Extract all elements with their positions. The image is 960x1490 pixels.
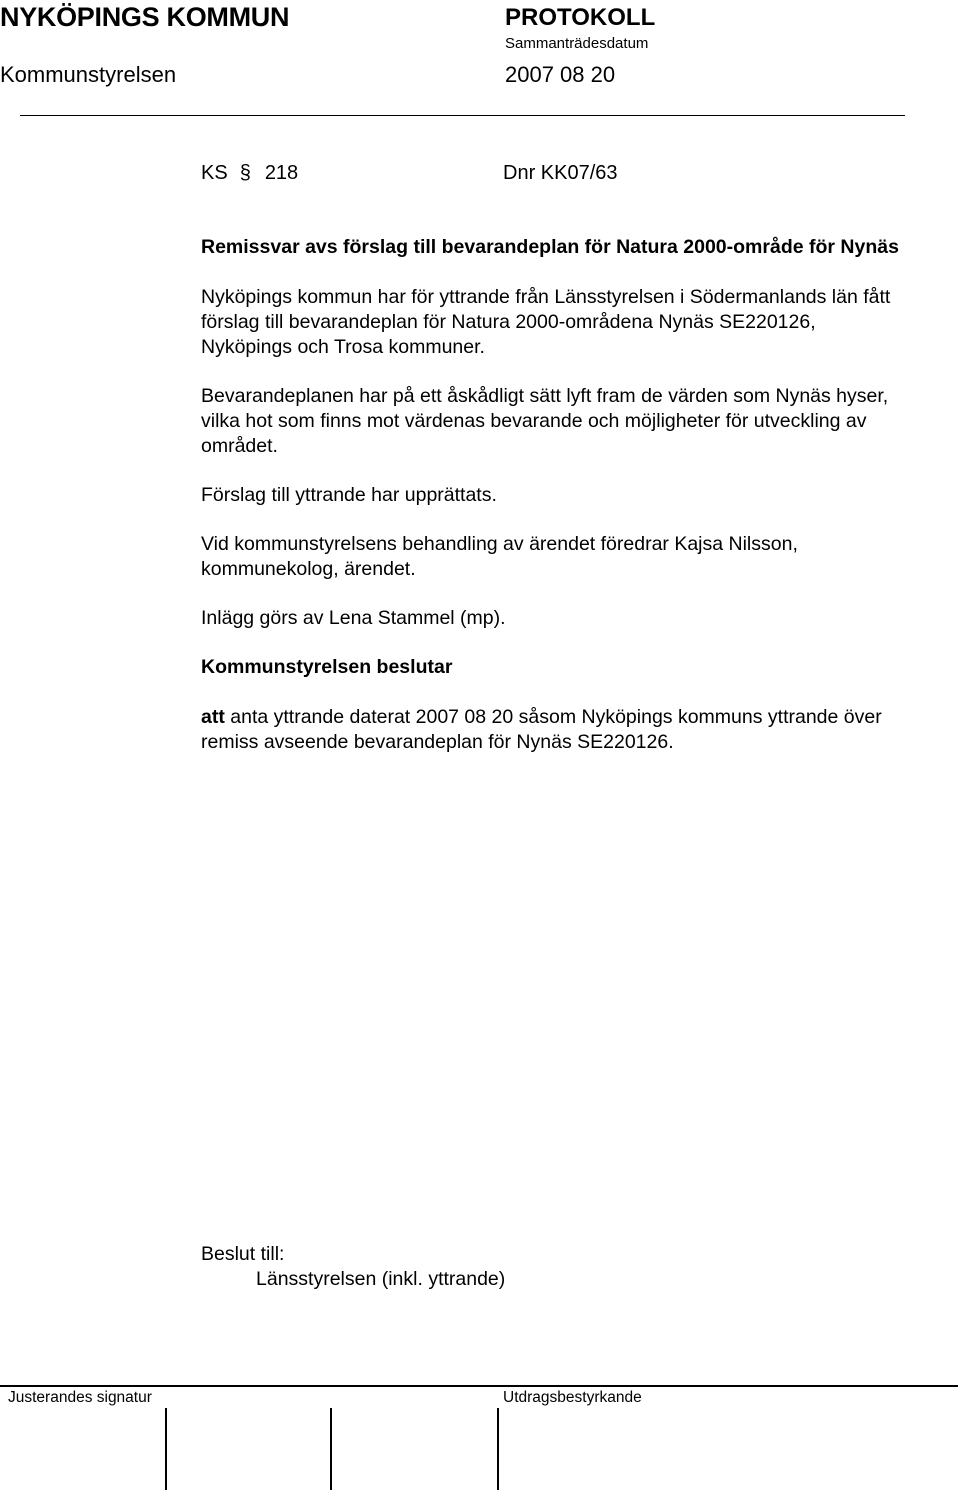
item-title: Remissvar avs förslag till bevarandeplan för Natura 2000-område för Nynäs	[201, 236, 899, 258]
certification-label: Utdragsbestyrkande	[503, 1389, 642, 1406]
paragraph-presentation: Vid kommunstyrelsens behandling av ärendet föredrar Kajsa Nilsson, kommunekolog, ärendet.	[201, 533, 798, 580]
footer-divider	[0, 1385, 958, 1387]
document-type: PROTOKOLL	[505, 4, 656, 31]
signature-box-divider	[497, 1408, 499, 1490]
meeting-date: 2007 08 20	[505, 62, 616, 87]
governing-body: Kommunstyrelsen	[0, 62, 177, 87]
decision-body: anta yttrande daterat 2007 08 20 såsom Nyköpings kommuns yttrande över remiss avseende bevarandeplan för Nynäs SE220126.	[201, 706, 882, 753]
section-sign: §	[239, 162, 251, 184]
paragraph-number-value: 218	[264, 162, 299, 184]
signature-box-divider	[165, 1408, 167, 1490]
paragraph-assessment: Bevarandeplanen har på ett åskådligt sätt lyft fram de värden som Nynäs hyser, vilka hot som finns mot värdenas bevarande och möjligheter för utveckling av området.	[201, 385, 889, 457]
sent-to-label: Beslut till:	[201, 1243, 285, 1265]
decision-heading: Kommunstyrelsen beslutar	[201, 656, 453, 678]
case-number: Dnr KK07/63	[503, 162, 618, 184]
paragraph-proposal: Förslag till yttrande har upprättats.	[201, 484, 497, 506]
header-divider	[20, 115, 905, 116]
decision-text	[201, 705, 901, 755]
paragraph-prefix: KS	[201, 162, 228, 184]
minutes-body	[201, 235, 901, 755]
paragraph-number	[201, 162, 298, 185]
meeting-date-label: Sammanträdesdatum	[505, 35, 649, 52]
organization-name: NYKÖPINGS KOMMUN	[0, 2, 290, 32]
signature-label: Justerandes signatur	[8, 1389, 152, 1406]
paragraph-background: Nyköpings kommun har för yttrande från Länsstyrelsen i Södermanlands län fått förslag till bevarandeplan för Natura 2000-områdena Nynäs SE220126, Nyköpings och Trosa kommuner.	[201, 286, 891, 358]
decision-keyword: att	[201, 706, 225, 728]
sent-to-recipient: Länsstyrelsen (inkl. yttrande)	[256, 1268, 506, 1290]
signature-box-divider	[330, 1408, 332, 1490]
paragraph-contributions: Inlägg görs av Lena Stammel (mp).	[201, 607, 506, 629]
